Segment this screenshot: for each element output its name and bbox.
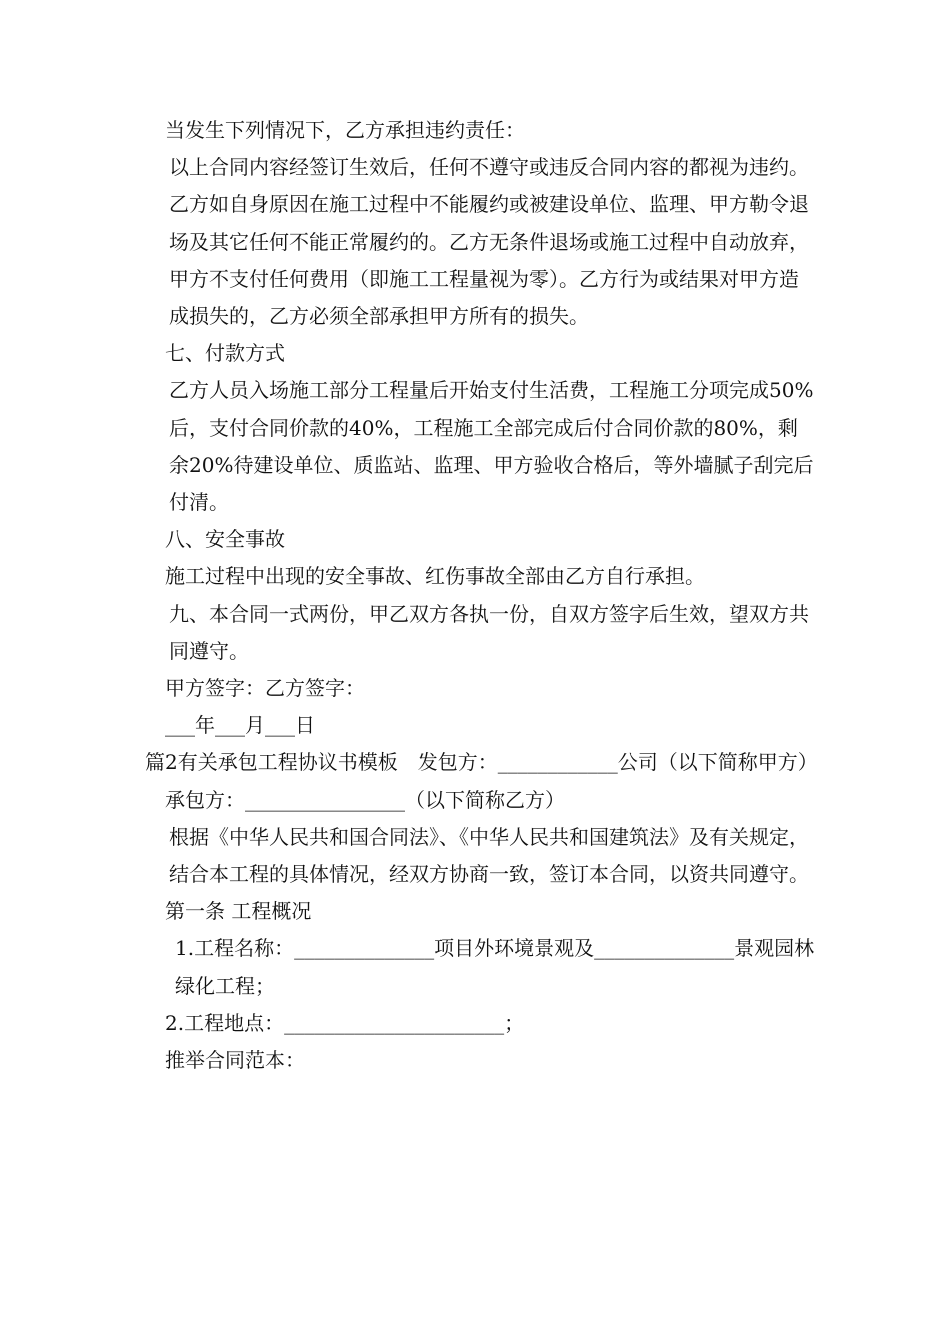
section-heading: 八、安全事故 xyxy=(165,527,285,552)
document-body xyxy=(145,112,818,1079)
paragraph: 根据《中华人民共和国合同法》、《中华人民共和国建筑法》及有关规定，结合本工程的具体情况，经双方协商一致，签订本合同，以资共同遵守。 xyxy=(169,824,809,887)
paragraph: 篇2有关承包工程协议书模板 发包方：____________公司（以下简称甲方） xyxy=(145,750,818,775)
paragraph: 1.工程名称：______________项目外环境景观及______________景观园林绿化工程； xyxy=(175,936,815,998)
section-heading: 第一条 工程概况 xyxy=(165,899,312,924)
paragraph: 承包方：________________（以下简称乙方） xyxy=(165,787,565,812)
paragraph: 九、本合同一式两份，甲乙双方各执一份，自双方签字后生效，望双方共同遵守。 xyxy=(169,601,809,663)
signature-line: 甲方签字：乙方签字： xyxy=(165,676,365,701)
paragraph: 2.工程地点：______________________； xyxy=(165,1010,525,1035)
paragraph: 推举合同范本： xyxy=(165,1048,305,1073)
paragraph: 施工过程中出现的安全事故、红伤事故全部由乙方自行承担。 xyxy=(165,564,705,589)
section-heading: 七、付款方式 xyxy=(165,341,285,366)
paragraph: 当发生下列情况下，乙方承担违约责任： xyxy=(165,118,525,142)
date-line: ___年___月___日 xyxy=(165,713,315,738)
paragraph: 乙方人员入场施工部分工程量后开始支付生活费，工程施工分项完成50%后，支付合同价款的40%，工程施工全部完成后付合同价款的80%，剩余20%待建设单位、质监站、监理、甲方验收合格后，等外墙腻子刮完后付清。 xyxy=(169,378,814,515)
paragraph: 以上合同内容经签订生效后，任何不遵守或违反合同内容的都视为违约。乙方如自身原因在施工过程中不能履约或被建设单位、监理、甲方勒令退场及其它任何不能正常履约的。乙方无条件退场或施工过程中自动放弃，甲方不支付任何费用（即施工工程量视为零）。乙方行为或结果对甲方造成损失的，乙方必须全部承担甲方所有的损失。 xyxy=(169,155,809,329)
